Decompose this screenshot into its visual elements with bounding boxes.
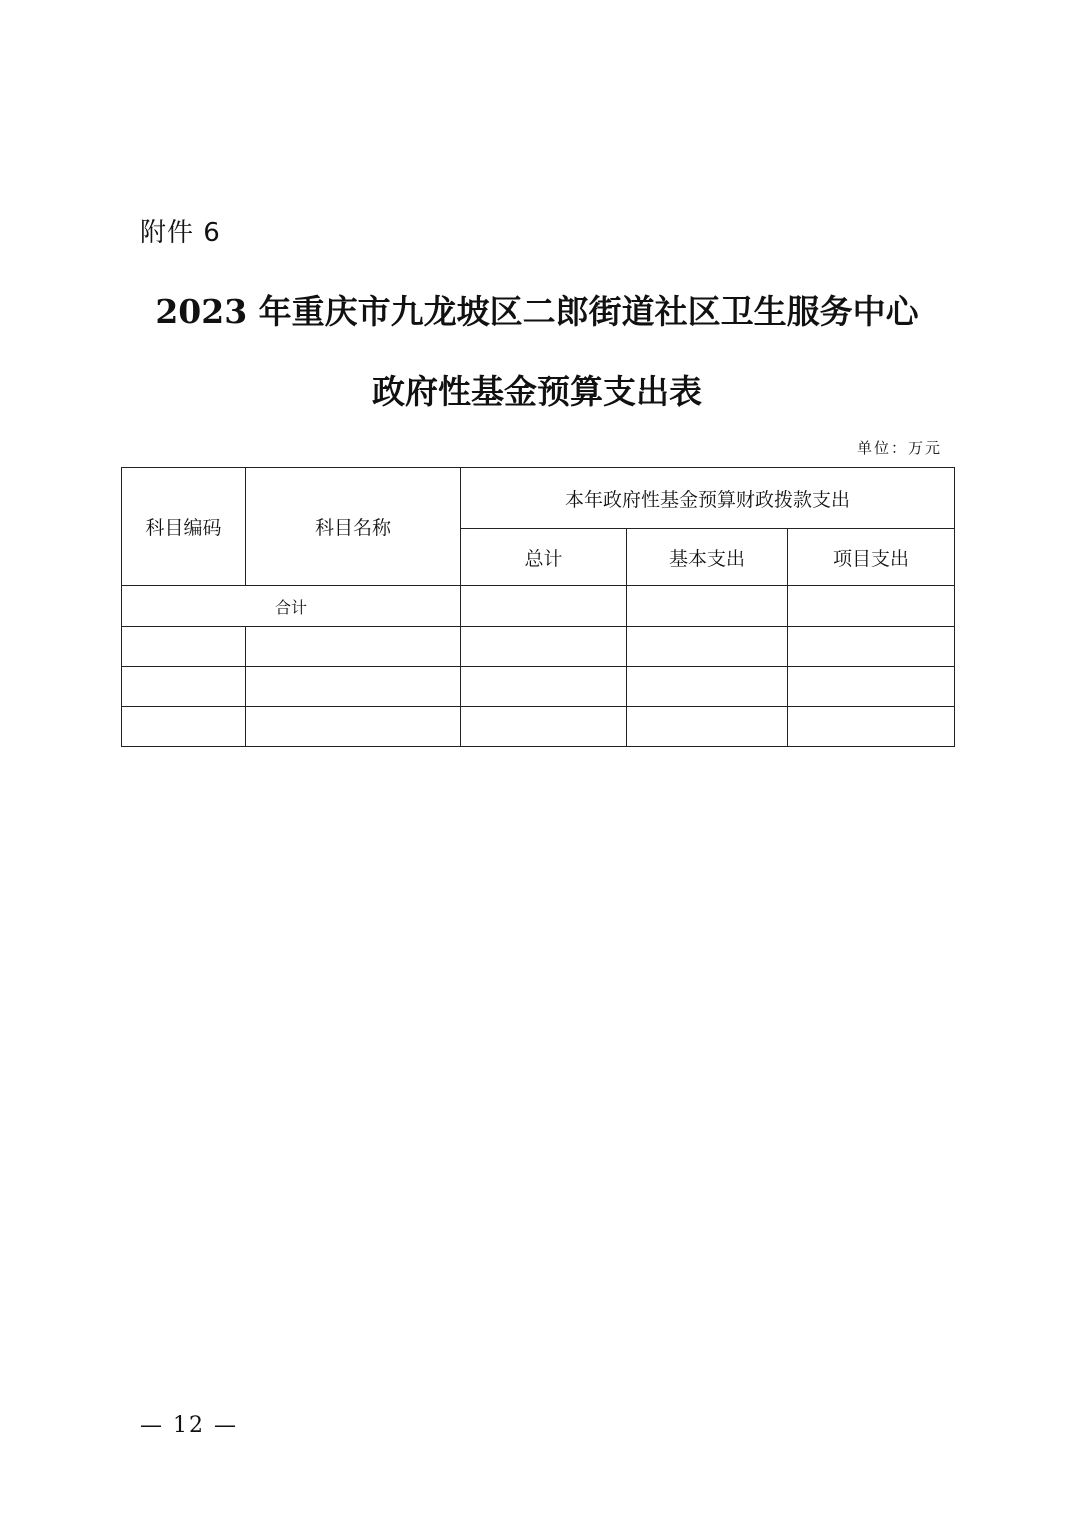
header-total: 总计 bbox=[461, 529, 627, 586]
header-row bbox=[122, 468, 955, 529]
budget-table bbox=[121, 467, 955, 747]
header-subject-name: 科目名称 bbox=[246, 468, 461, 586]
basic-cell bbox=[627, 707, 788, 747]
table-row bbox=[122, 627, 955, 667]
page-number: — 12 — bbox=[140, 1413, 238, 1438]
header-group: 本年政府性基金预算财政拨款支出 bbox=[461, 468, 955, 529]
header-project: 项目支出 bbox=[788, 529, 955, 586]
project-cell bbox=[788, 707, 955, 747]
total-cell bbox=[461, 707, 627, 747]
code-cell bbox=[122, 627, 246, 667]
total-cell bbox=[461, 667, 627, 707]
basic-cell bbox=[627, 627, 788, 667]
basic-cell bbox=[627, 667, 788, 707]
total-project-cell bbox=[788, 586, 955, 627]
header-subject-code: 科目编码 bbox=[122, 468, 246, 586]
total-cell bbox=[461, 627, 627, 667]
table-row bbox=[122, 667, 955, 707]
project-cell bbox=[788, 667, 955, 707]
attachment-label: 附件 6 bbox=[140, 218, 221, 248]
name-cell bbox=[246, 627, 461, 667]
name-cell bbox=[246, 707, 461, 747]
unit-label: 单位：万元 bbox=[856, 439, 942, 457]
project-cell bbox=[788, 627, 955, 667]
table-row bbox=[122, 707, 955, 747]
total-row bbox=[122, 586, 955, 627]
total-cell bbox=[461, 586, 627, 627]
name-cell bbox=[246, 667, 461, 707]
code-cell bbox=[122, 707, 246, 747]
total-label: 合计 bbox=[122, 586, 461, 627]
page-title-line-1: 2023 年重庆市九龙坡区二郎街道社区卫生服务中心 bbox=[155, 292, 919, 331]
page-title-line-2: 政府性基金预算支出表 bbox=[372, 372, 702, 411]
total-basic-cell bbox=[627, 586, 788, 627]
header-basic: 基本支出 bbox=[627, 529, 788, 586]
code-cell bbox=[122, 667, 246, 707]
